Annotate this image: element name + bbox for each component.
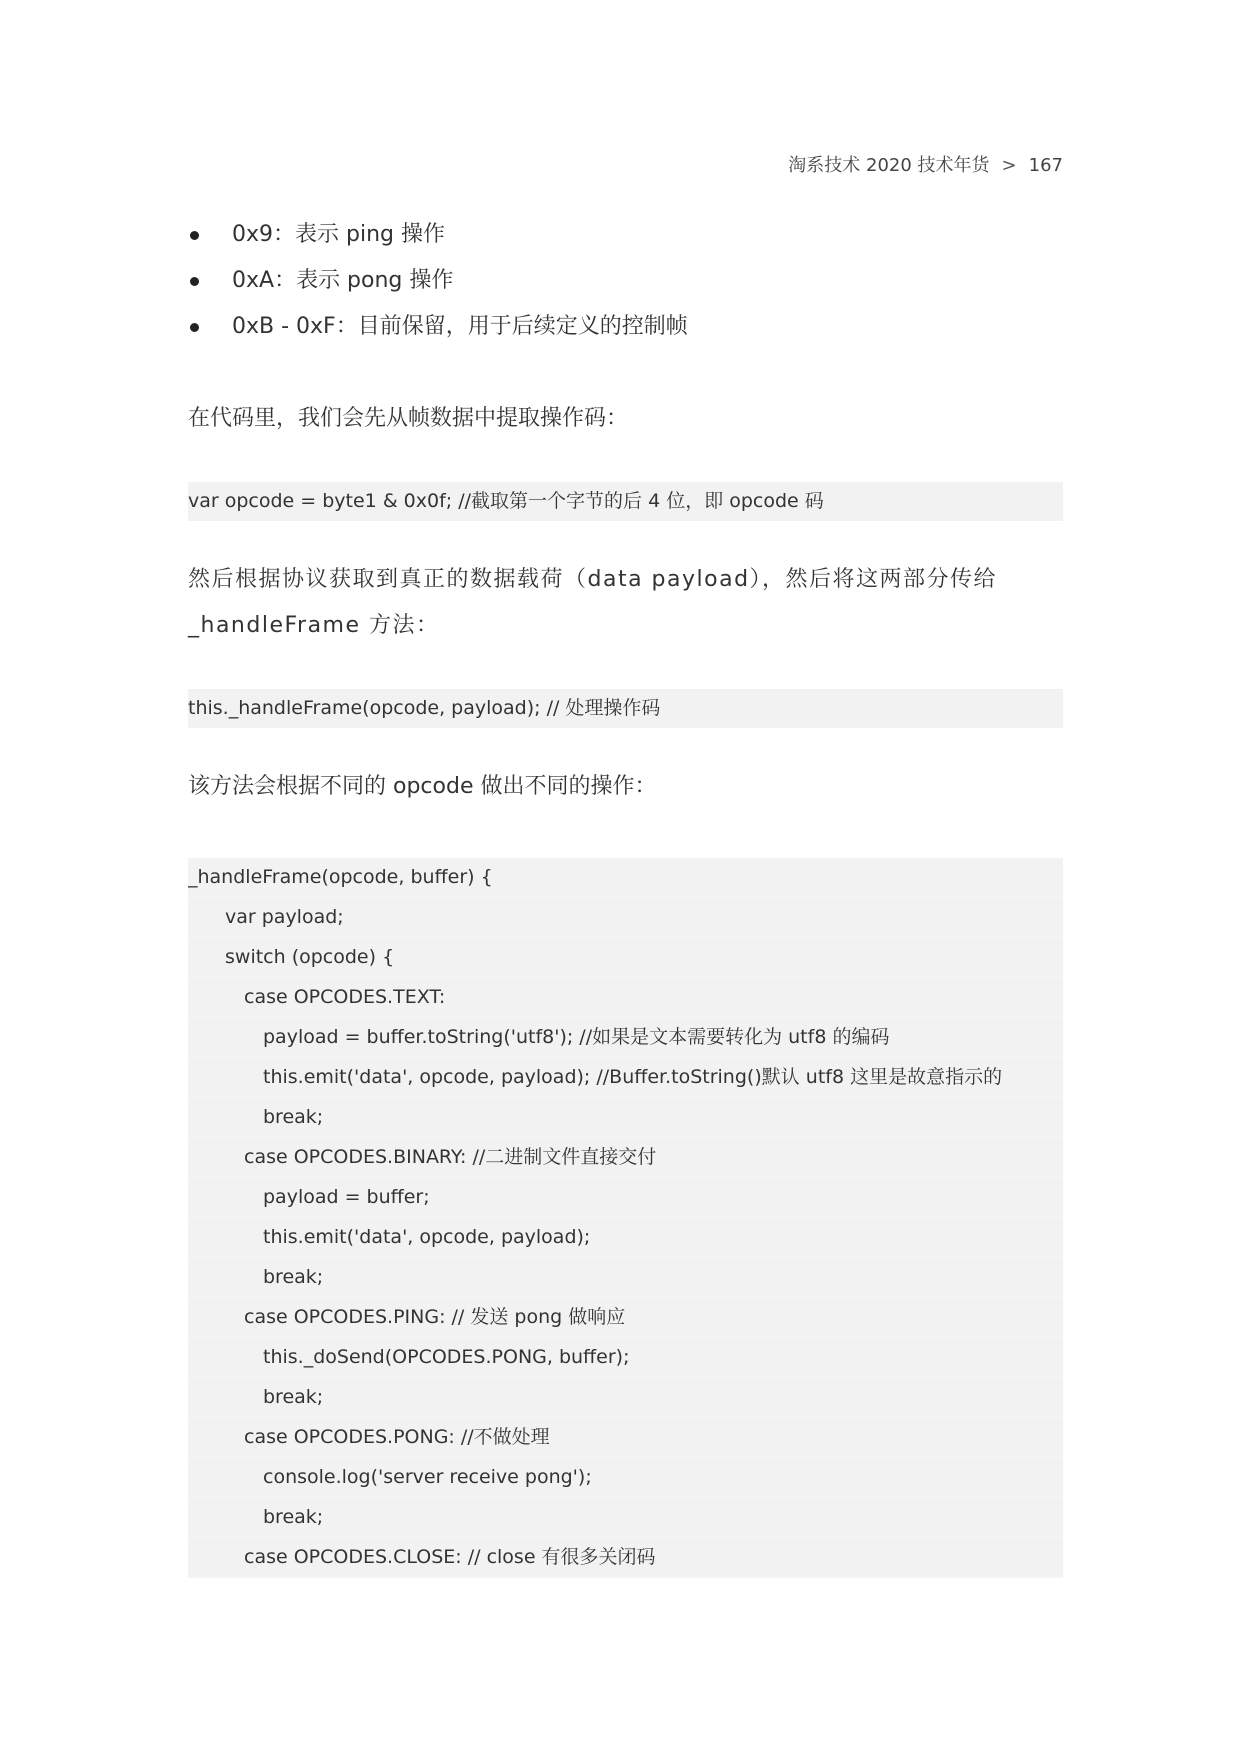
page-header	[788, 151, 1063, 177]
code-line: break;	[188, 1098, 1063, 1138]
list-item: 0xA：表示 pong 操作	[188, 258, 1063, 304]
paragraph-extract-opcode: 在代码里，我们会先从帧数据中提取操作码：	[188, 406, 629, 431]
code-snippet-opcode: var opcode = byte1 & 0x0f; //截取第一个字节的后 4 位，即 opcode 码	[188, 482, 1063, 521]
header-separator: >	[1001, 155, 1017, 176]
page-number: 167	[1028, 155, 1063, 176]
code-snippet-handle-frame: this._handleFrame(opcode, payload); // 处理操作码	[188, 689, 1063, 728]
code-line: case OPCODES.PONG: //不做处理	[188, 1418, 1063, 1458]
header-title: 淘系技术 2020 技术年货	[788, 155, 990, 176]
code-line: var payload;	[188, 898, 1063, 938]
code-line: break;	[188, 1498, 1063, 1538]
code-line: break;	[188, 1258, 1063, 1298]
code-line: this._doSend(OPCODES.PONG, buffer);	[188, 1338, 1063, 1378]
list-item: 0x9：表示 ping 操作	[188, 212, 1063, 258]
code-line: case OPCODES.BINARY: //二进制文件直接交付	[188, 1138, 1063, 1178]
code-line: break;	[188, 1378, 1063, 1418]
paragraph-handle-opcode: 该方法会根据不同的 opcode 做出不同的操作：	[188, 774, 657, 799]
code-block-handle-frame	[188, 858, 1063, 1578]
code-line: payload = buffer.toString('utf8'); //如果是文本需要转化为 utf8 的编码	[188, 1018, 1063, 1058]
code-line: this.emit('data', opcode, payload);	[188, 1218, 1063, 1258]
code-line: _handleFrame(opcode, buffer) {	[188, 858, 1063, 898]
opcode-list	[188, 212, 1063, 350]
code-line: payload = buffer;	[188, 1178, 1063, 1218]
code-line: case OPCODES.PING: // 发送 pong 做响应	[188, 1298, 1063, 1338]
page-content	[188, 212, 1063, 1578]
code-line: console.log('server receive pong');	[188, 1458, 1063, 1498]
code-line: switch (opcode) {	[188, 938, 1063, 978]
code-line: case OPCODES.TEXT:	[188, 978, 1063, 1018]
code-line: case OPCODES.CLOSE: // close 有很多关闭码	[188, 1538, 1063, 1578]
list-item: 0xB - 0xF：目前保留，用于后续定义的控制帧	[188, 304, 1063, 350]
paragraph-payload: 然后根据协议获取到真正的数据载荷（data payload），然后将这两部分传给 _handleFrame 方法：	[188, 567, 998, 638]
code-line: this.emit('data', opcode, payload); //Buffer.toString()默认 utf8 这里是故意指示的	[188, 1058, 1063, 1098]
